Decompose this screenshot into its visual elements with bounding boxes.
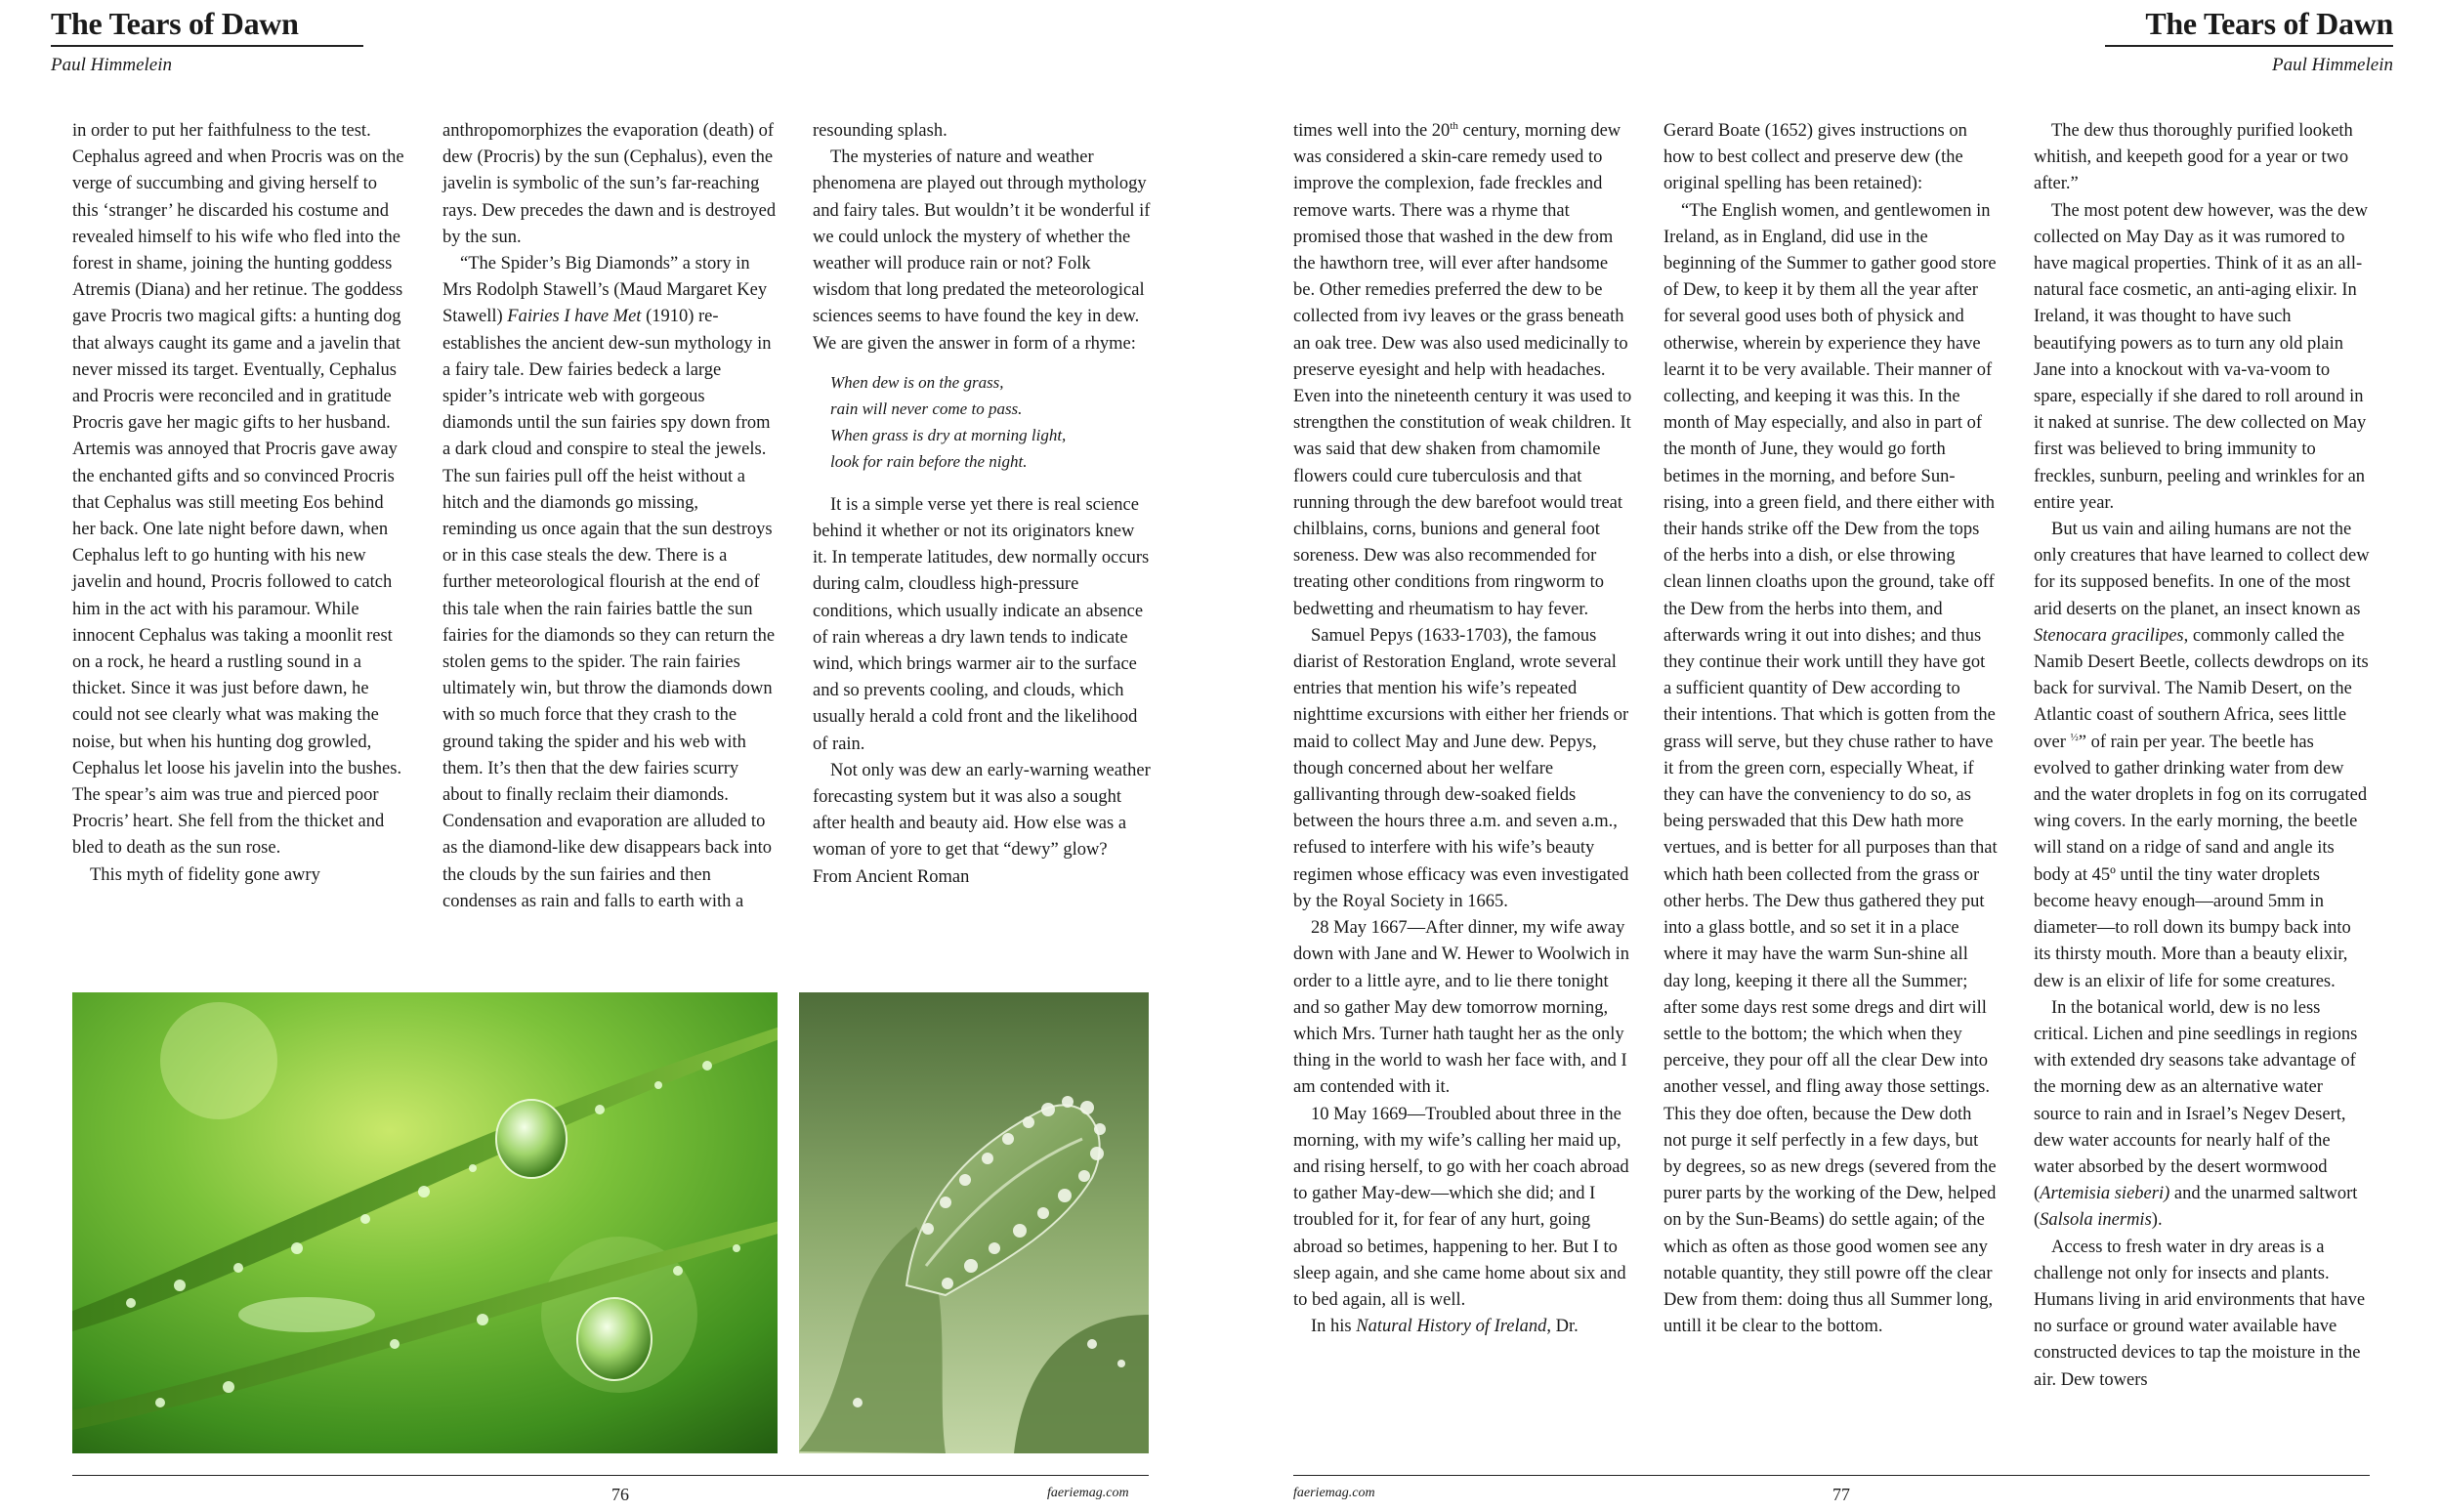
author-right: Paul Himmelein <box>2271 55 2393 75</box>
footer-rule-right <box>1293 1475 2370 1476</box>
paragraph: times well into the 20th century, morning dew was considered a skin-care remedy used to improve the complexion, fade freckles and remove warts. There was a rhyme that promised those that washed in the dew from the hawthorn tree, will ever after handsome be. Other remedies preferred the dew to be collected from ivy leaves or the grass beneath an oak tree. Dew was also used medicinally to preserve eyesight and help with headaches. Even into the nineteenth century it was used to strengthen the constitution of weak children. It was said that dew shaken from chamomile flowers could cure tuberculosis and that running through the dew barefoot would treat chilblains, corns, bunions and general foot soreness. Dew was also recommended for treating other conditions from ringworm to bedwetting and rheumatism to hay fever. <box>1293 119 1632 619</box>
left-column-3 <box>813 118 1151 891</box>
book-title: Fairies I have Met <box>507 307 642 327</box>
header-rule-left <box>51 45 363 47</box>
grass-droplet-illustration <box>72 992 778 1453</box>
site-url-right[interactable]: faeriemag.com <box>1293 1486 1375 1500</box>
rhyme-line: When grass is dry at morning light, <box>830 425 1067 444</box>
page-number-right: 77 <box>1832 1485 1850 1504</box>
footer-rule-left <box>72 1475 1149 1476</box>
paragraph: In his Natural History of Ireland, Dr. <box>1311 1317 1579 1337</box>
right-column-3 <box>2034 118 2372 1394</box>
right-column-1 <box>1293 118 1633 1340</box>
diary-entry: 10 May 1669—Troubled about three in the morning, with my wife’s calling her maid up, and rising herself, to go with her coach abroad to gather May-dew—which she did; and I troubled for it, for fear of any hurt, going abroad so betimes, happening to her. But I to sleep again, and she came home about six and to bed again, all is well. <box>1293 1104 1629 1310</box>
page-title-right: The Tears of Dawn <box>2145 6 2393 41</box>
book-title: Natural History of Ireland <box>1356 1317 1547 1337</box>
quotation: “The English women, and gentlewomen in Ireland, as in England, did use in the beginning of the Summer to gather good store of Dew, to keep it by them all the year after for several good uses both of physick and otherwise, wherein by experience they have learnt it to be very available. Their manner of collecting, and keeping it was this. In the month of May especially, and also in part of the month of June, they would go forth betimes in the morning, and before Sun-rising, into a green field, and there either with their hands strike off the Dew from the tops of the herbs into a dish, or else throwing clean linnen cloaths upon the ground, take off the Dew from the herbs into them, and afterwards wring it out into dishes; and thus they continue their work untill they have got a sufficient quantity of Dew according to their intentions. That which is gotten from the grass will serve, but they chuse rather to have it from the green corn, especially Wheat, if they can have the conveniency to do so, as being perswaded that this Dew hath more vertues, and is better for all purposes than that which hath been collected from the grass or other herbs. The Dew thus gathered they put into a glass bottle, and so set it in a place where it may have the warm Sun-shine all day long, keeping it there all the Summer; after some days rest some dregs and dirt will settle to the bottom; the which when they perceive, they pour off all the clear Dew into another vessel, and fling away those settings. This they doe often, because the Dew doth not purge it self perfectly in a few days, but by degrees, so as new dregs (severed from the purer parts by the working of the Dew, helped on by the Sun-Beams) do settle again; of the which as often as those good women see any notable quantity, they still powre off the clear Dew from them: doing thus all Summer long, untill it be clear to the bottom. <box>1663 200 1998 1337</box>
paragraph: The most potent dew however, was the dew collected on May Day as it was rumored to have magical properties. Think of it as an all-natural face cosmetic, an anti-aging elixir. In Ireland, it was thought to have such beautifying powers as to turn any old plain Jane into a knockout with va-va-voom to spare, especially if she dared to roll around in it naked at sunrise. The dew collected on May first was believed to bring immunity to freckles, sunburn, peeling and wrinkles for an entire year. <box>2034 200 2368 513</box>
paragraph: Gerard Boate (1652) gives instructions on how to best collect and preserve dew (the original spelling has been retained): <box>1663 121 1967 194</box>
diary-entry: 28 May 1667—After dinner, my wife away down with Jane and W. Hewer to Woolwich in order to a little ayre, and to lie there tonight and so gather May dew tomorrow morning, which Mrs. Turner hath taught her as the only thing in the world to wash her face with, and I am contended with it. <box>1293 918 1629 1098</box>
paragraph: But us vain and ailing humans are not the only creatures that have learned to collect dew for its supposed benefits. In one of the most arid deserts on the planet, an insect known as Stenocara gracilipes, commonly called the Namib Desert Beetle, collects dewdrops on its back for survival. The Namib Desert, on the Atlantic coast of southern Africa, sees little over $^{\frac{1}{2}}$” of rain per year. The beetle has evolved to gather drinking water from dew and the water droplets in fog on its corrugated wing covers. In the early morning, the beetle will stand on a ridge of sand and angle its body at 45º until the tiny water droplets become heavy enough—around 5mm in diameter—to roll down its bumpy back into its thirsty mouth. More than a beauty elixir, dew is an elixir of life for some creatures. <box>2034 520 2370 991</box>
species-name: Stenocara gracilipes <box>2034 625 2184 646</box>
paragraph: In the botanical world, dew is no less critical. Lichen and pine seedlings in regions with extended dry seasons take advantage of the morning dew as an alternative water source to rain and in Israel’s Negev Desert, dew water accounts for nearly half of the water absorbed by the desert wormwood (Artemisia sieberi) and the unarmed saltwort (Salsola inermis). <box>2034 997 2358 1231</box>
rhyme <box>830 369 1151 475</box>
paragraph: anthropomorphizes the evaporation (death) of dew (Procris) by the sun (Cephalus), even the javelin is symbolic of the sun’s far-reaching rays. Dew precedes the dawn and is destroyed by the sun. <box>442 121 777 247</box>
rhyme-line: When dew is on the grass, <box>830 372 1004 392</box>
page-title-left: The Tears of Dawn <box>51 6 299 41</box>
left-column-2 <box>442 118 777 915</box>
paragraph: It is a simple verse yet there is real science behind it whether or not its originators knew it. In temperate latitudes, dew normally occurs during calm, cloudless high-pressure conditions, which usually indicate an absence of rain whereas a dry lawn tends to indicate wind, which brings warmer air to the surface and so prevents cooling, and clouds, which usually herald a cold front and the likelihood of rain. <box>813 494 1150 754</box>
quotation-end: The dew thus thoroughly purified looketh whitish, and keepeth good for a year or two after.” <box>2034 121 2353 194</box>
site-url-left[interactable]: faeriemag.com <box>1047 1486 1129 1500</box>
paragraph: resounding splash. <box>813 121 947 141</box>
dew-on-leaf-photo <box>799 992 1149 1453</box>
paragraph: Not only was dew an early-warning weather forecasting system but it was also a sought after health and beauty aid. How else was a woman of yore to get that “dewy” glow? From Ancient Roman <box>813 760 1151 887</box>
page-number-left: 76 <box>611 1485 629 1504</box>
paragraph: “The Spider’s Big Diamonds” a story in Mrs Rodolph Stawell’s (Maud Margaret Key Stawell) Fairies I have Met (1910) re-establishes the ancient dew-sun mythology in a fairy tale. Dew fairies bedeck a large spider’s intricate web with gorgeous diamonds until the sun fairies spy down from a dark cloud and conspire to steal the jewels. The sun fairies pull off the heist without a hitch and the diamonds go missing, reminding us once again that the sun destroys or in this case steals the dew. There is a further meteorological flourish at the end of this tale when the rain fairies battle the sun fairies for the diamonds so they can return the stolen gems to the spider. The rain fairies ultimately win, but throw the diamonds down with so much force that they crash to the ground taking the spider and his web with them. It’s then that the dew fairies scurry about to finally reclaim their diamonds. Condensation and evaporation are alluded to as the diamond-like dew disappears back into the clouds by the sun fairies and then condenses as rain and falls to earth with a <box>442 254 776 911</box>
left-column-1 <box>72 118 406 889</box>
paragraph: This myth of fidelity gone awry <box>90 864 320 885</box>
species-name: Artemisia sieberi) <box>2040 1184 2170 1204</box>
paragraph: Samuel Pepys (1633-1703), the famous diarist of Restoration England, wrote several entries that mention his wife’s repeated nighttime excursions with either her friends or maid to collect May and June dew. Pepys, though concerned about her welfare gallivanting through dew-soaked fields between the hours three a.m. and seven a.m., refused to interfere with his wife’s beauty regimen whose efficacy was even investigated by the Royal Society in 1665. <box>1293 625 1629 911</box>
dew-on-grass-photo <box>72 992 778 1453</box>
paragraph: in order to put her faithfulness to the test. Cephalus agreed and when Procris was on the verge of succumbing and giving herself to this ‘stranger’ he discarded his costume and revealed himself to his wife who fled into the forest in shame, joining the hunting goddess Atremis (Diana) and her retinue. The goddess gave Procris two magical gifts: a hunting dog that always caught its game and a javelin that never missed its target. Eventually, Cephalus and Procris were reconciled and in gratitude Procris gave her magic gifts to her husband. Artemis was annoyed that Procris gave away the enchanted gifts and so convinced Procris that Cephalus was still meeting Eos behind her back. One late night before dawn, when Cephalus left to go hunting with his new javelin and hound, Procris followed to catch him in the act with his paramour. While innocent Cephalus was taking a moonlit rest on a rock, he heard a rustling sound in a thicket. Since it was just before dawn, he could not see clearly what was making the noise, but when his hunting dog growled, Cephalus let loose his javelin into the bushes. The spear’s aim was true and pierced poor Procris’ heart. She fell from the thicket and bled to death as the sun rose. <box>72 121 404 859</box>
right-column-2 <box>1663 118 1998 1340</box>
rhyme-line: rain will never come to pass. <box>830 399 1023 418</box>
species-name: Salsola inermis <box>2040 1210 2152 1231</box>
author-left: Paul Himmelein <box>51 55 173 75</box>
paragraph: Access to fresh water in dry areas is a challenge not only for insects and plants. Humans living in arid environments that have no surface or ground water available have constructed devices to tap the moisture in the air. Dew towers <box>2034 1237 2366 1390</box>
paragraph: The mysteries of nature and weather phenomena are played out through mythology and fairy tales. But wouldn’t it be wonderful if we could unlock the mystery of whether the weather will produce rain or not? Folk wisdom that long predated the meteorological sciences seems to have found the key in dew. We are given the answer in form of a rhyme: <box>813 147 1151 354</box>
rhyme-line: look for rain before the night. <box>830 451 1028 471</box>
header-rule-right <box>2105 45 2393 47</box>
leaf-droplet-illustration <box>799 992 1149 1453</box>
